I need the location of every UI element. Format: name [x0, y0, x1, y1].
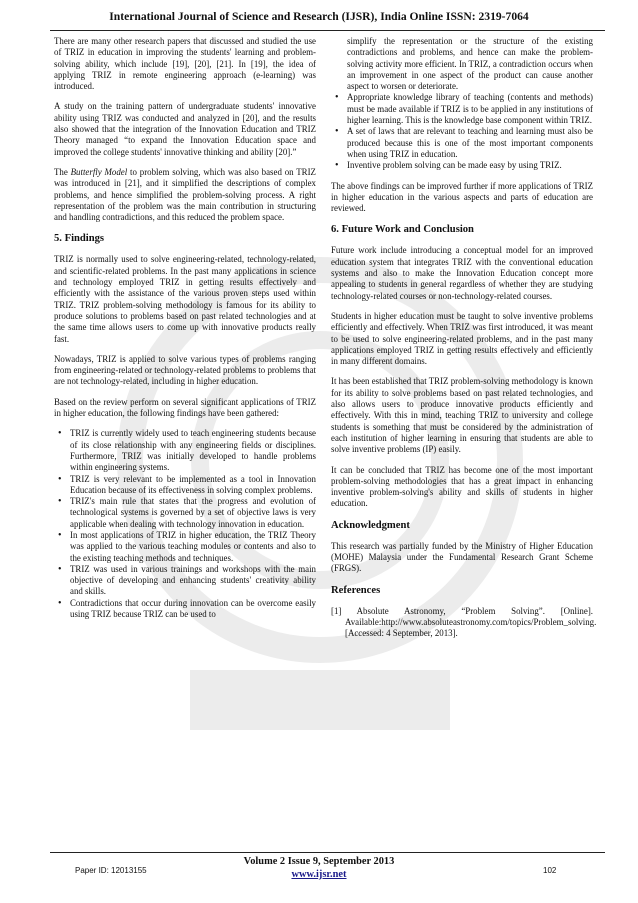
paragraph: It has been established that TRIZ problem-solving methodology is known for its ability to solve problems based on past related technologies, and also allows users to produce innovative products efficiently and effectively. With this in mind, teaching TRIZ to university and college students is something that must be considered by the administration of each institution of higher learning in ensuring that students are able to solve inventive problems (IP) easily. [331, 376, 593, 455]
emphasis: Butterfly Model [70, 166, 128, 177]
paragraph: A study on the training pattern of undergraduate students' innovative ability using TRIZ was conducted and analyzed in [20], and the results also showed that the integration of the Innovation Education and TRIZ Theory managed “to expand the Innovation Education space and improved the college students' innovative thinking and ability [20].” [54, 101, 316, 157]
text-run: The [54, 166, 71, 177]
list-item: • TRIZ's main rule that states that the progress and evolution of technological systems is governed by a set of objective laws is very applicable when dealing with technology innovation in education. [70, 496, 316, 530]
list-item: • TRIZ is currently widely used to teach engineering students because of its close relationship with any engineering fields or disciplines. Furthermore, TRIZ was initially developed to handle problems within engineering systems. [70, 428, 316, 473]
footer-rule [50, 852, 605, 853]
paragraph: This research was partially funded by the Ministry of Higher Education (MOHE) Malaysia under the Fundamental Research Grant Scheme (FRGS). [331, 540, 593, 574]
journal-header: International Journal of Science and Research (IJSR), India Online ISSN: 2319-7064 [109, 10, 529, 23]
reference-item: [1] Absolute Astronomy, “Problem Solving”. [Online]. Available:http://www.absoluteastronomy.com/topics/Problem_solving. [Accessed: 4 September, 2013]. [331, 605, 597, 639]
list-item: • TRIZ was used in various trainings and workshops with the main objective of developing and enhancing students' creativity ability and skills. [70, 564, 316, 598]
paper-id: Paper ID: 12013155 [75, 866, 147, 875]
list-item: • TRIZ is very relevant to be implemented as a tool in Innovation Education because of its effectiveness in solving complex problems. [70, 474, 316, 497]
page-number: 102 [543, 866, 557, 875]
section-heading-future-work: 6. Future Work and Conclusion [331, 224, 474, 236]
paragraph: It can be concluded that TRIZ has become one of the most important problem-solving methodologies that has a great impact in enhancing inventive problem-solving's ability and skills of students in higher education. [331, 464, 593, 509]
section-heading-findings: 5. Findings [54, 233, 105, 245]
paragraph [54, 167, 316, 223]
list-item: • Appropriate knowledge library of teaching (contents and methods) must be made available if TRIZ is to be applied in any institutions of higher learning. This is the knowledge base component within TRIZ. [347, 92, 593, 126]
section-heading-references: References [331, 584, 381, 596]
list-item: • Contradictions that occur during innovation can be overcome easily using TRIZ because TRIZ can be used to [70, 598, 316, 621]
findings-list-continued [331, 36, 593, 172]
section-heading-acknowledgment: Acknowledgment [331, 519, 410, 531]
paragraph: Nowadays, TRIZ is applied to solve various types of problems ranging from engineering-related or technology-related problems to problems that are not technology-related, including in higher education. [54, 353, 316, 387]
journal-link[interactable]: www.ijsr.net [291, 869, 347, 880]
list-item: simplify the representation or the structure of the existing contradictions and problems, and hence can make the problem-solving activity more efficient. In TRIZ, a contradiction occurs when an improvement in one aspect of the product can cause another aspect to worsen or deteriorate. [347, 36, 593, 92]
paragraph: Based on the review perform on several significant applications of TRIZ in higher education, the following findings have been gathered: [54, 396, 316, 419]
list-item: • A set of laws that are relevant to teaching and learning must also be produced because this is one of the most important components when using TRIZ in education. [347, 126, 593, 160]
paragraph: The above findings can be improved further if more applications of TRIZ in higher education in the various aspects and parts of education are reviewed. [331, 180, 593, 214]
right-column [331, 36, 597, 648]
paragraph: Students in higher education must be taught to solve inventive problems efficiently and effectively. When TRIZ was first introduced, it was meant to be used to solve engineering-related problems, and in the past many applications employed TRIZ in getting results effectively and efficiently in many different domains. [331, 310, 593, 367]
findings-list [54, 428, 316, 620]
volume-info: Volume 2 Issue 9, September 2013 [243, 856, 395, 867]
text-run: to problem solving, which was also based on TRIZ was introduced in [21], and it simplified the descriptions of complex problems, and hence simplified the problem-solving process. A right representation of the problem was the main contribution in structuring and handling contradictions, and this reduced the problem space. [54, 166, 316, 223]
left-column [54, 36, 316, 629]
paragraph: TRIZ is normally used to solve engineering-related, technology-related, and scientific-related problems. In the past many applications in science and technology employed TRIZ in getting results effectively and efficiently with the assistance of the various proven steps used within TRIZ. TRIZ problem-solving methodology is famous for its ability to produce solutions to problems based on past related technologies and at the same time allows users to come up with innovative products really fast. [54, 254, 316, 344]
paragraph: Future work include introducing a conceptual model for an improved education system that integrates TRIZ with the conventional education systems and also to make the Innovation Education concept more appealing to students in general regardless of whether they are studying technology-related courses or non-technology-related courses. [331, 245, 593, 301]
header-rule [50, 30, 605, 31]
paragraph: There are many other research papers that discussed and studied the use of TRIZ in education in improving the students' learning and problem-solving ability, which include [19], [20], [21]. In [19], the idea of applying TRIZ in remote engineering approach (e-learning) was introduced. [54, 36, 316, 92]
list-item: • Inventive problem solving can be made easy by using TRIZ. [347, 160, 593, 171]
list-item: • In most applications of TRIZ in higher education, the TRIZ Theory was applied to the various teaching modules or contents and also to the existing teaching methods and techniques. [70, 530, 316, 564]
